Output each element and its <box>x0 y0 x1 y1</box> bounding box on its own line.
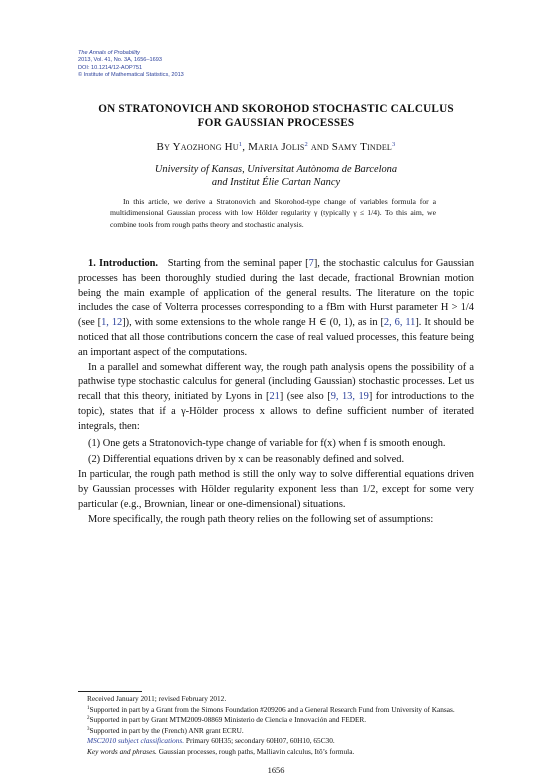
footnote-mark: 1 <box>87 705 90 711</box>
by-word: By <box>156 141 171 153</box>
journal-volume: 2013, Vol. 41, No. 3A, 1656–1693 <box>78 57 162 64</box>
footnote-text: Supported in part by Grant MTM2009-08869 Ministerio de Ciencia e Innovación and FEDER. <box>89 715 367 725</box>
footnote-text: Supported in part by the (French) ANR grant ECRU. <box>89 725 244 735</box>
author-list: By Yaozhong Hu$^1$, Maria Jolis$^2$ and Samy Tindel$^3$ <box>156 141 396 153</box>
keywords-text: Gaussian processes, rough paths, Malliavin calculus, Itô’s formula. <box>158 746 355 756</box>
keywords-label: Key words and phrases. <box>87 746 157 756</box>
intro-paragraph-4: More specifically, the rough path theory relies on the following set of assumptions: <box>88 513 434 525</box>
footnote-text: Supported in part by a Grant from the Simons Foundation #209206 and a General Research Fund from University of Kansas. <box>89 704 455 714</box>
author-footnote-mark-1[interactable]: 1 <box>238 141 243 148</box>
citation-link[interactable]: 21 <box>269 391 280 403</box>
msc-label-link[interactable]: MSC2010 subject classifications. <box>87 736 185 746</box>
journal-header <box>78 50 474 80</box>
paper-title <box>78 103 474 130</box>
page-number: 1656 <box>267 766 285 775</box>
footnote-mark: 3 <box>87 726 90 732</box>
and-word: and <box>310 141 329 153</box>
citation-link[interactable]: 1, 12 <box>101 317 123 329</box>
text-run: ] (see also [ <box>279 391 331 403</box>
affiliations <box>78 163 474 190</box>
affiliation-line-2: and Institut Élie Cartan Nancy <box>211 177 341 189</box>
author-tindel: Samy Tindel <box>331 141 393 153</box>
author-footnote-mark-3[interactable]: 3 <box>392 141 396 148</box>
citation-link[interactable]: 9, 13, 19 <box>330 391 369 403</box>
msc-classification <box>78 736 474 747</box>
author-hu: Yaozhong Hu <box>172 141 239 153</box>
footnote-1 <box>78 705 474 716</box>
footnote-mark: 2 <box>87 716 90 722</box>
citation-link[interactable]: 2, 6, 11 <box>383 317 416 329</box>
footnote-3 <box>78 726 474 737</box>
text-run: In a parallel and somewhat different way, the rough path analysis opens the possibility of a pathwise type stochastic calculus for general (including Gaussian) stochastic processes. Let us recall that this theory, initiated by Lyons in [ <box>78 361 474 403</box>
journal-copyright: © Institute of Mathematical Statistics, 2013 <box>78 72 184 79</box>
msc-codes: Primary 60H35; secondary 60H07, 60H10, 65C30. <box>185 736 335 746</box>
received-date: Received January 2011; revised February 2012. <box>87 694 227 703</box>
text-run: ], the stochastic calculus for Gaussian processes has been thoroughly studied during the last decade, fractional Brownian motion being the main example of application of the general results. The literature on the topic includes the case of Volterra processes corresponding to a fBm with Hurst parameter H > 1/4 (see [ <box>78 258 475 329</box>
list-item-2: (2) Differential equations driven by x can be reasonably defined and solved. <box>88 454 405 466</box>
main-text <box>78 257 474 527</box>
text-run: Starting from the seminal paper [ <box>167 258 309 269</box>
author-footnote-mark-2[interactable]: 2 <box>304 141 308 148</box>
footnotes <box>78 694 474 758</box>
list-item-1: (1) One gets a Stratonovich-type change of variable for f(x) when f is smooth enough. <box>88 437 446 449</box>
abstract <box>110 196 436 230</box>
intro-paragraph-3: In particular, the rough path method is still the only way to solve differential equations driven by Gaussian processes with Hölder regularity exponent less than 1/2, except for some very particular (e.g., Brownian, linear or one-dimensional) situations. <box>78 469 474 510</box>
intro-paragraph-2 <box>78 361 474 435</box>
citation-link[interactable]: 7 <box>308 258 314 269</box>
text-run: ] for introductions to the topic), states that if a γ-Hölder process x allows to define sufficient number of iterated integrals, then: <box>78 391 474 432</box>
footnote-2 <box>78 715 474 726</box>
title-line-1: ON STRATONOVICH AND SKOROHOD STOCHASTIC CALCULUS <box>98 103 454 115</box>
title-line-2: FOR GAUSSIAN PROCESSES <box>197 116 355 129</box>
intro-paragraph-1 <box>78 257 474 361</box>
keywords <box>78 747 474 758</box>
abstract-text: In this article, we derive a Stratonovich and Skorohod-type change of variables formula for a multidimensional Gaussian process with low Hölder regularity γ (typically γ ≤ 1/4). To this aim, we combine tools from rough paths theory and stochastic analysis. <box>110 197 436 229</box>
section-heading: 1. Introduction. <box>88 258 159 269</box>
journal-name[interactable]: The Annals of Probability <box>78 50 140 56</box>
footnote-divider <box>78 691 142 692</box>
text-run: ]. It should be noticed that all those contributions concern the case of real valued processes, this feature being an important aspect of the computations. <box>78 317 475 358</box>
affiliation-line-1: University of Kansas, Universitat Autònoma de Barcelona <box>154 164 398 175</box>
author-jolis: Maria Jolis <box>248 141 305 153</box>
journal-doi[interactable]: DOI: 10.1214/12-AOP751 <box>78 64 143 71</box>
text-run: ]), with some extensions to the whole range H ∈ (0, 1), as in [ <box>122 317 384 329</box>
